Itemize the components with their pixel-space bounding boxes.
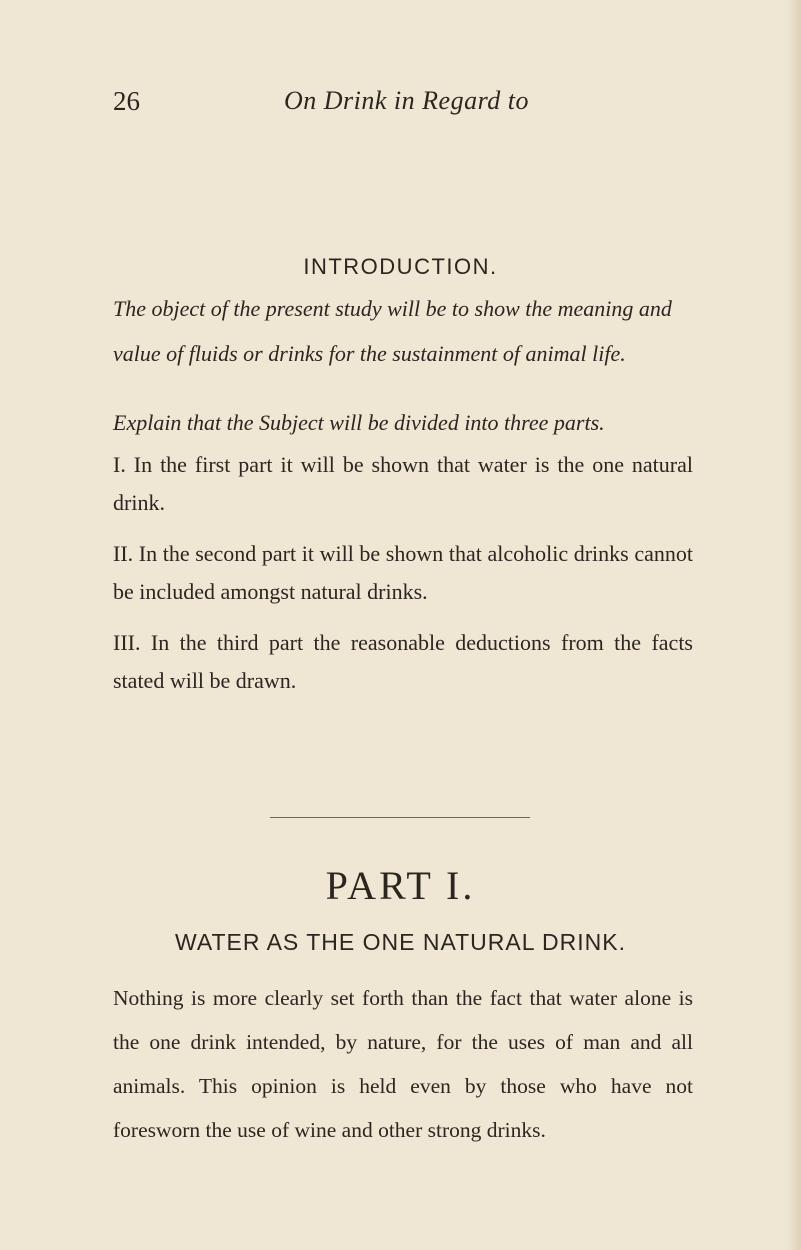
page-number: 26 [113, 86, 140, 116]
parts-list [113, 446, 693, 713]
body-paragraph: Nothing is more clearly set forth than the fact that water alone is the one drink intended, by nature, for the uses of man and all animals. This opinion is held even by those who have not foresworn the use of wine and other strong drinks. [113, 986, 693, 1142]
introduction-heading: INTRODUCTION. [303, 254, 498, 279]
object-statement: The object of the present study will be to show the meaning and value of fluids or drinks for the sustainment of animal life. [113, 296, 672, 366]
part-heading: PART I. [325, 863, 476, 908]
part-subheading: WATER AS THE ONE NATURAL DRINK. [174, 929, 627, 955]
part-three-summary: III. In the third part the reasonable deductions from the facts stated will be drawn. [113, 630, 693, 693]
part-two-summary: II. In the second part it will be shown that alcoholic drinks cannot be included amongst natural drinks. [113, 541, 693, 604]
page-header [0, 86, 801, 126]
section-divider [270, 817, 530, 818]
page-edge [787, 0, 801, 1250]
part-one-summary: I. In the first part it will be shown that water is the one natural drink. [113, 452, 693, 515]
running-title: On Drink in Regard to [284, 86, 529, 115]
explain-statement: Explain that the Subject will be divided into three parts. [113, 410, 605, 435]
